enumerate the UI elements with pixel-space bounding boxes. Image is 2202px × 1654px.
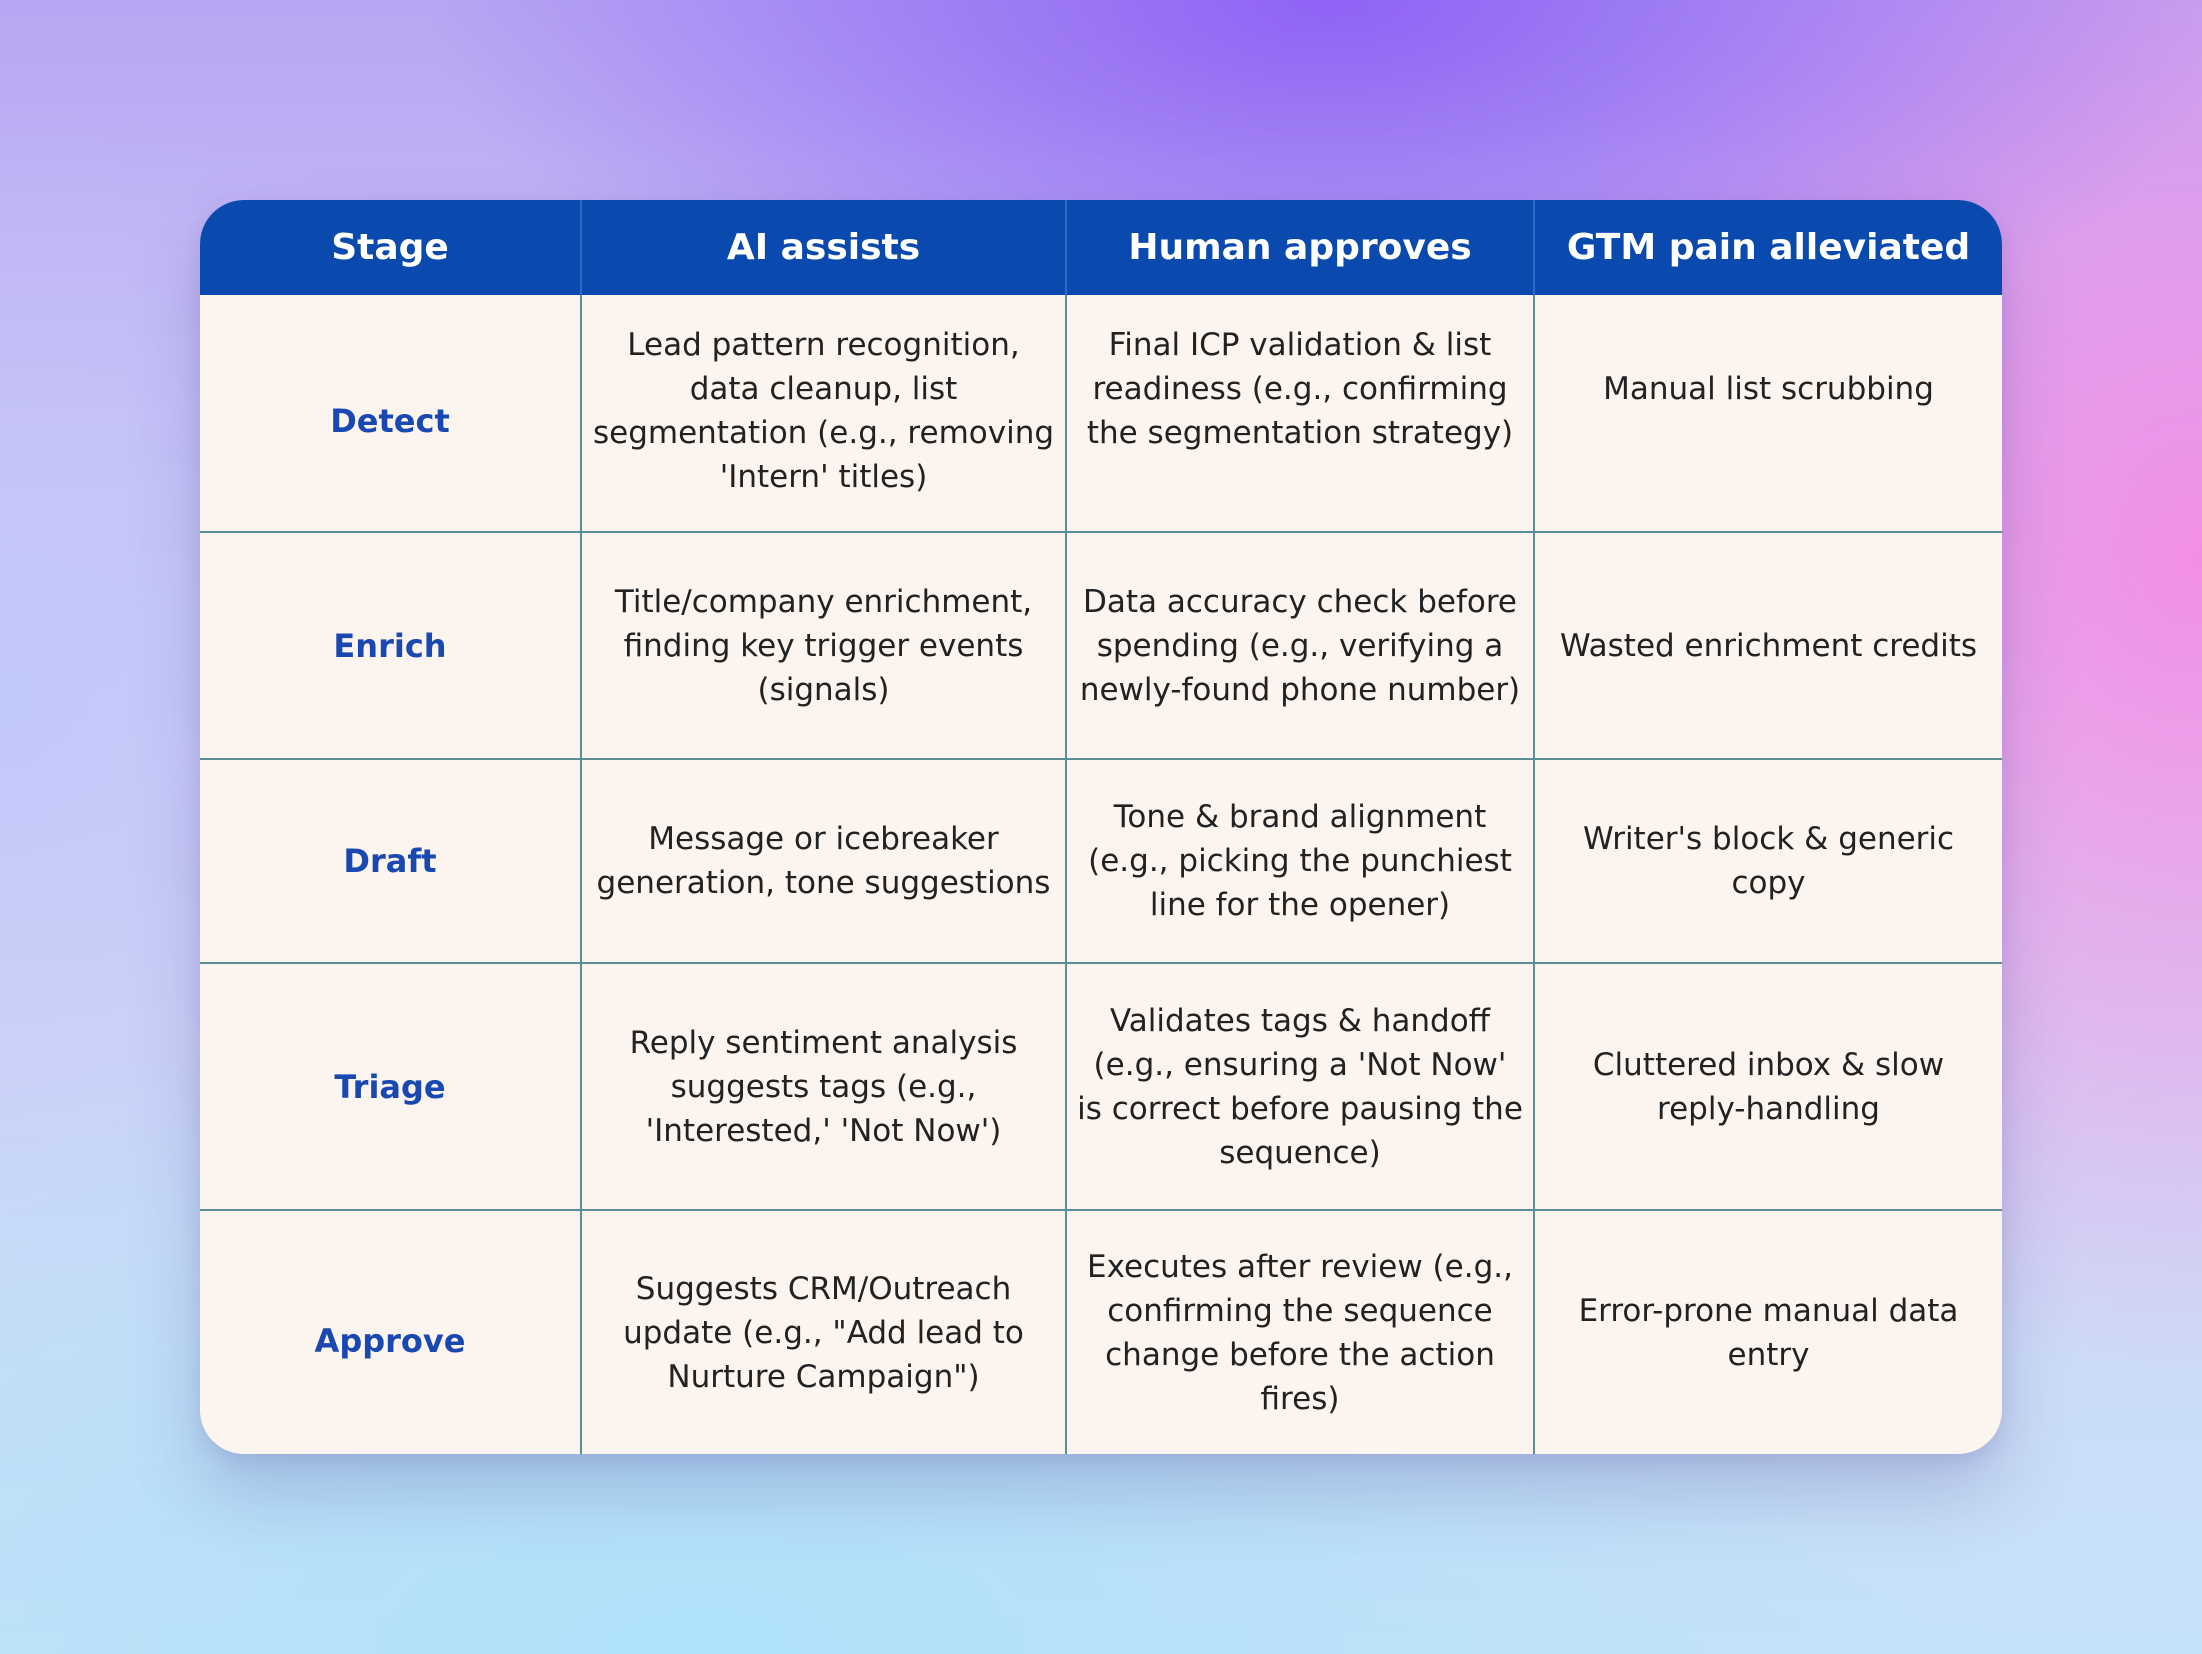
gtm-pain-cell: Cluttered inbox & slow reply-handling: [1534, 963, 2002, 1210]
ai-assists-cell: Suggests CRM/Outreach update (e.g., "Add lead to Nurture Campaign"): [581, 1210, 1066, 1454]
human-approves-cell: Executes after review (e.g., confirming the sequence change before the action fires): [1066, 1210, 1534, 1454]
header-human-approves: Human approves: [1066, 200, 1534, 295]
gtm-pain-cell: Error-prone manual data entry: [1534, 1210, 2002, 1454]
stage-cell: Approve: [200, 1210, 581, 1454]
ai-assists-cell: Lead pattern recognition, data cleanup, list segmentation (e.g., removing 'Intern' titles): [581, 295, 1066, 532]
table-row: [200, 532, 2002, 759]
stage-cell: Detect: [330, 402, 450, 440]
stage-comparison-table: [200, 200, 2002, 1454]
ai-assists-cell: Title/company enrichment, finding key trigger events (signals): [581, 532, 1066, 759]
table-row: [200, 295, 2002, 532]
table-row: [200, 963, 2002, 1210]
header-gtm-pain: GTM pain alleviated: [1534, 200, 2002, 295]
ai-assists-cell: Message or icebreaker generation, tone suggestions: [581, 759, 1066, 963]
human-approves-cell: Validates tags & handoff (e.g., ensuring a 'Not Now' is correct before pausing the sequence): [1066, 963, 1534, 1210]
table-row: [200, 759, 2002, 963]
header-ai-assists: AI assists: [581, 200, 1066, 295]
table-row: [200, 1210, 2002, 1454]
ai-assists-cell: Reply sentiment analysis suggests tags (e.g., 'Interested,' 'Not Now'): [581, 963, 1066, 1210]
stage-cell: Draft: [200, 759, 581, 963]
comparison-table-card: [200, 200, 2002, 1454]
gtm-pain-cell: Manual list scrubbing: [1534, 295, 2002, 532]
stage-cell: Enrich: [200, 532, 581, 759]
human-approves-cell: Final ICP validation & list readiness (e.g., confirming the segmentation strategy): [1066, 295, 1534, 532]
gtm-pain-cell: Wasted enrichment credits: [1534, 532, 2002, 759]
table-header-row: [200, 200, 2002, 295]
human-approves-cell: Tone & brand alignment (e.g., picking the punchiest line for the opener): [1066, 759, 1534, 963]
human-approves-cell: Data accuracy check before spending (e.g., verifying a newly-found phone number): [1066, 532, 1534, 759]
gtm-pain-cell: Writer's block & generic copy: [1534, 759, 2002, 963]
stage-cell: Triage: [200, 963, 581, 1210]
header-stage: Stage: [200, 200, 581, 295]
